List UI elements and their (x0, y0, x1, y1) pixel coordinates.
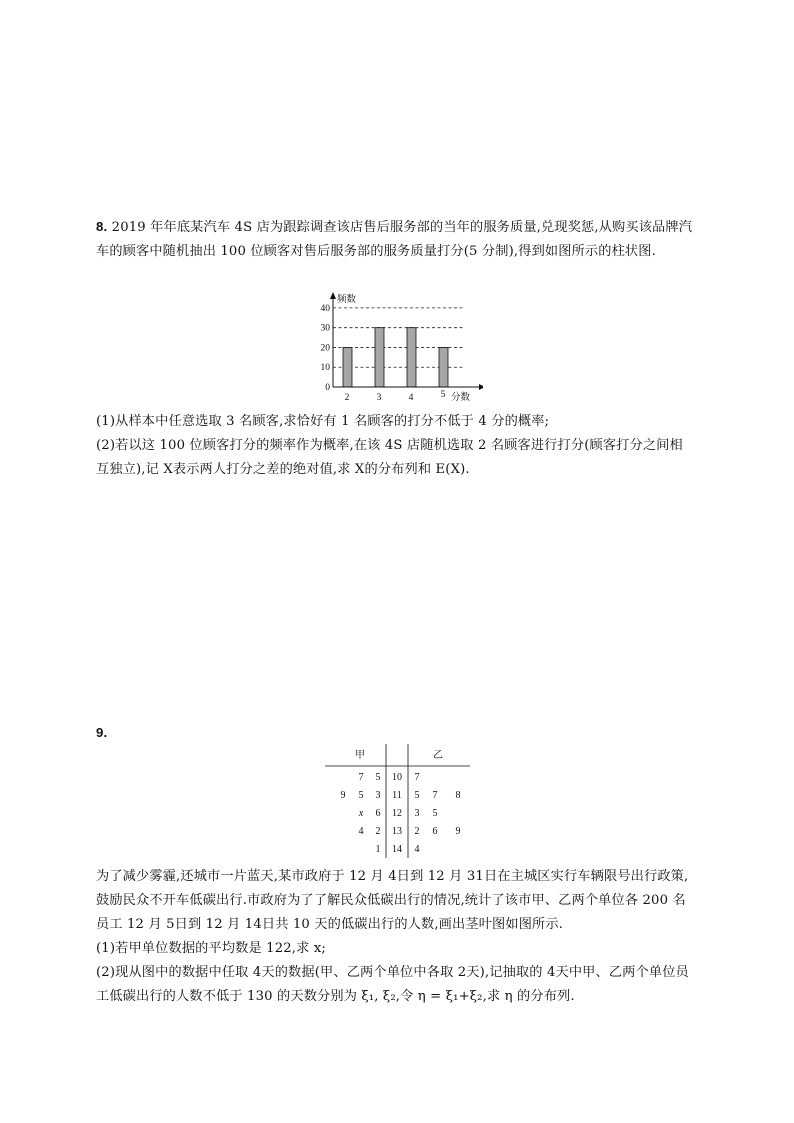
stem-value: 10 (392, 772, 402, 783)
y-tick-labels (321, 304, 331, 393)
stem-value: 14 (392, 844, 402, 855)
question-8-part-1: (1)从样本中任意选取 3 名顾客,求恰好有 1 名顾客的打分不低于 4 分的概率; (96, 414, 550, 429)
leaf-yi: 3 (414, 808, 420, 819)
leaf-yi: 4 (414, 844, 420, 855)
leaf-yi: 7 (414, 772, 420, 783)
leaf-yi: 7 (432, 790, 438, 801)
question-stem: 2019 年年底某汽车 4S 店为跟踪调查该店售后服务部的当年的服务质量,兑现奖惩,从购买该品牌汽车的顾客中随机抽出 100 位顾客对售后服务部的服务质量打分(5 分制),得到如图所示的柱状图. (96, 220, 693, 259)
stem-leaf-rows (341, 772, 461, 855)
question-8 (96, 215, 694, 264)
x-tick-labels (345, 390, 446, 403)
y-axis-arrow-icon (330, 292, 336, 299)
y-tick-label: 0 (325, 383, 330, 393)
x-axis-label: 分数 (451, 393, 471, 403)
y-tick-label: 40 (320, 303, 330, 314)
stem-leaf-plot (325, 744, 475, 862)
leaf-jia: 9 (340, 790, 346, 801)
question-9-stem: 为了减少雾霾,还城市一片蓝天,某市政府于 12 月 4日到 12 月 31日在主城区实行车辆限号出行政策,鼓励民众不开车低碳出行.市政府为了了解民众低碳出行的情况,统计了该市甲、乙两个单位各 200 名员工 12 月 5日到 12 月 14日共 10 天的低碳出行的人数,画出茎叶图如图所示. (96, 869, 689, 932)
leaf-yi: 6 (432, 826, 438, 837)
y-tick-label: 30 (320, 323, 330, 334)
question-8-part-2: (2)若以这 100 位顾客打分的频率作为概率,在该 4S 店随机选取 2 名顾客进行打分(顾客打分之间相互独立),记 X表示两人打分之差的绝对值,求 X的分布列和 E(X). (96, 438, 683, 477)
stem-value: 12 (392, 808, 402, 819)
question-9-part-2: (2)现从图中的数据中任取 4天的数据(甲、乙两个单位中各取 2天),记抽取的 4天中甲、乙两个单位员工低碳出行的人数不低于 130 的天数分别为 ξ₁, ξ₂,令 η = ξ₁+ξ₂,求 η 的分布列. (96, 965, 689, 1004)
leaf-yi: 5 (432, 808, 438, 819)
leaf-jia: x (358, 808, 364, 819)
question-number: 9. (96, 725, 108, 740)
chart-bars (343, 328, 448, 387)
leaf-yi: 5 (414, 790, 420, 801)
leaf-jia: 5 (375, 772, 381, 783)
question-9-number-line (96, 721, 694, 746)
leaf-jia: 1 (375, 844, 381, 855)
x-tick-label: 5 (440, 390, 446, 400)
leaf-yi: 8 (455, 790, 461, 801)
bar-3 (375, 328, 384, 387)
leaf-jia: 3 (375, 790, 381, 801)
question-number: 8. (96, 219, 108, 234)
y-tick-label: 10 (320, 363, 330, 374)
x-tick-label: 3 (376, 393, 382, 403)
bar-5 (439, 347, 448, 387)
bar-2 (343, 347, 352, 387)
x-axis-arrow-icon (479, 384, 483, 390)
leaf-yi: 2 (414, 826, 420, 837)
leaf-yi: 9 (455, 826, 461, 837)
bar-4 (407, 328, 416, 387)
leaf-jia: 7 (358, 772, 364, 783)
header-jia: 甲 (355, 750, 365, 761)
y-axis-label: 频数 (337, 295, 357, 305)
leaf-jia: 4 (358, 826, 364, 837)
y-tick-label: 20 (320, 343, 330, 354)
x-tick-label: 4 (408, 393, 414, 403)
stem-value: 13 (392, 826, 402, 837)
question-9-part-1: (1)若甲单位数据的平均数是 122,求 x; (96, 941, 327, 956)
header-yi: 乙 (433, 750, 443, 761)
x-tick-label: 2 (344, 393, 350, 403)
leaf-jia: 5 (358, 790, 364, 801)
bar-chart (313, 289, 483, 404)
leaf-jia: 2 (375, 826, 381, 837)
stem-value: 11 (392, 790, 402, 801)
leaf-jia: 6 (375, 808, 381, 819)
